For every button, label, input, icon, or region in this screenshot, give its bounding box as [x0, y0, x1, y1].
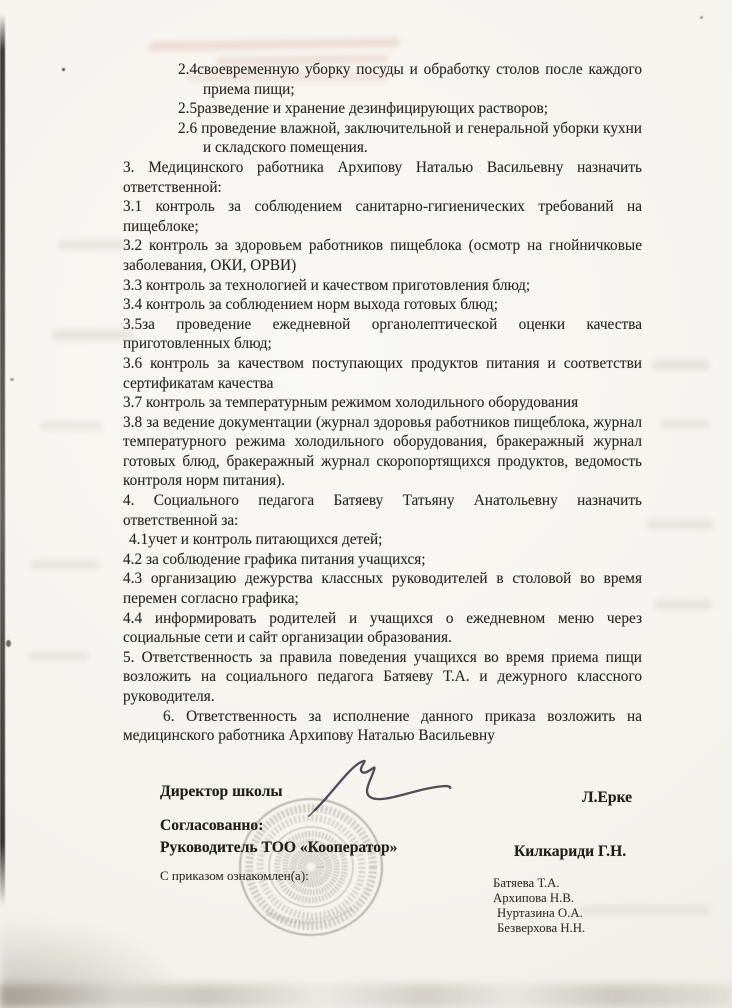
body-paragraph: 3.7 контроль за температурным режимом холодильного оборудования [123, 394, 579, 412]
body-paragraph: 3.5за проведение ежедневной органолептической оценки качества приготовленных блюд; [123, 315, 642, 353]
bleedthrough-ghost [652, 360, 710, 370]
acknowledged-name: Нуртазина О.А. [497, 906, 583, 921]
bleedthrough-ghost [40, 422, 102, 430]
body-paragraph: 3.4 контроль за соблюдением норм выхода готовых блюд; [123, 296, 498, 314]
bleedthrough-ghost [580, 906, 710, 914]
scan-speck [6, 640, 11, 647]
scan-speck [700, 16, 703, 19]
bleedthrough-ghost [58, 240, 128, 249]
body-paragraph: 3.8 за ведение документации (журнал здоровья работников пищеблока, журнал температурного режима холодильного оборудования, бракеражный журнал готовых блюд, бракеражный журнал скоропортящихся продуктов, ведомость контроля норм питания). [123, 413, 642, 490]
body-paragraph: 4.1учет и контроль питающихся детей; [129, 531, 383, 549]
scan-shadow-band [0, 984, 732, 1008]
scan-speck [10, 378, 14, 381]
acknowledged-name: Архипова Н.В. [493, 891, 575, 906]
document-body [123, 60, 642, 746]
scan-speck [62, 68, 65, 71]
body-paragraph: 3. Медицинского работника Архипову Наталью Васильевну назначить ответственной: [123, 158, 642, 196]
body-paragraph: 2.5разведение и хранение дезинфицирующих растворов; [178, 100, 548, 118]
body-paragraph: 3.1 контроль за соблюдением санитарно-гигиенических требований на пищеблоке; [123, 198, 642, 235]
director-signature-icon [303, 752, 463, 820]
body-paragraph: 4.3 организацию дежурства классных руководителей в столовой во время перемен согласно графика; [123, 570, 642, 608]
body-paragraph: 5. Ответственность за правила поведения учащихся во время приема пищи возложить на социального педагога Батяеву Т.А. и дежурного классного руководителя. [123, 648, 642, 705]
body-paragraph: 3.3 контроль за технологией и качеством приготовления блюд; [123, 276, 531, 294]
agreed-label: Согласованно: [160, 817, 264, 834]
bleedthrough-ghost [646, 520, 714, 529]
body-paragraph: 6. Ответственность за исполнение данного приказа возложить на медицинского работника Архипову Наталью Васильевну [123, 707, 642, 745]
bleedthrough-ghost [28, 652, 88, 660]
body-paragraph: 2.4своевременную уборку посуды и обработку столов после каждого приема пищи; [178, 61, 642, 98]
director-label: Директор школы [160, 783, 283, 800]
bleedthrough-ghost [52, 330, 134, 340]
body-paragraph: 2.6 проведение влажной, заключительной и генеральной уборки кухни и складского помещения. [178, 119, 642, 157]
acknowledged-name: Батяева Т.А. [493, 876, 560, 890]
acknowledged-name: Безверхова Н.Н. [497, 921, 586, 936]
body-paragraph: 4.2 за соблюдение графика питания учащихся; [123, 550, 426, 568]
vendor-label: Руководитель ТОО «Кооператор» [160, 839, 398, 856]
bleedthrough-ghost [660, 420, 710, 428]
body-paragraph: 4.4 информировать родителей и учащихся о ежедневном меню через социальные сети и сайт организации образования. [123, 609, 642, 647]
scan-edge-strip [0, 14, 5, 906]
bleedthrough-ghost [148, 38, 400, 51]
acknowledged-names-list [493, 876, 585, 936]
bleedthrough-ghost [654, 600, 712, 609]
body-paragraph: 3.6 контроль за качеством поступающих продуктов питания и соответстви сертификатам качества [123, 354, 642, 392]
body-paragraph: 4. Социального педагога Батяеву Татьяну Анатольевну назначить ответственной за: [123, 492, 642, 529]
acknowledgement-label: С приказом ознакомлен(а): [160, 868, 309, 883]
vendor-name: Килкариди Г.Н. [514, 843, 627, 860]
body-paragraph: 3.2 контроль за здоровьем работников пищеблока (осмотр на гнойничковые заболевания, ОКИ, ОРВИ) [123, 237, 642, 274]
bleedthrough-ghost [30, 560, 100, 569]
director-name: Л.Ерке [582, 789, 633, 806]
